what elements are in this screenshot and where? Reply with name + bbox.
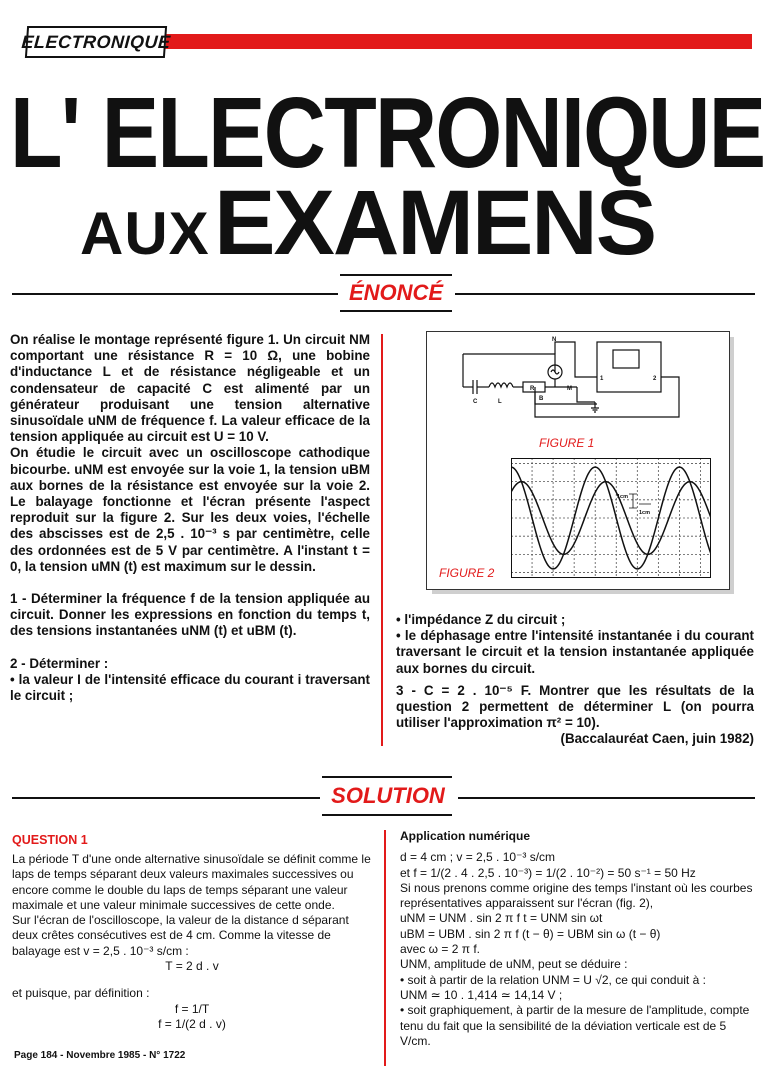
circuit-wire-top [463,354,555,372]
solution-left-para-2: Sur l'écran de l'oscilloscope, la valeur de la distance d séparant deux crêtes consécutives est de 4 cm. Comme la vitesse de balayage est v = 2,5 . 10⁻³ s/cm : [12,913,349,958]
label-c: C [473,399,478,405]
inductor-symbol [489,383,513,387]
solution-rule-right [458,797,755,799]
enonce-question-2a: • la valeur I de l'intensité efficace du courant i traversant le circuit ; [10,671,370,704]
enonce-right-para-2: • le déphasage entre l'intensité instantanée i du courant traversant le circuit et la tension instantanée appliquée aux bornes du circuit. [396,628,754,676]
solution-right-line-8: • soit à partir de la relation UNM = U √2, ce qui conduit à : [400,972,706,987]
oscilloscope-screen [613,350,639,368]
enonce-column-separator [381,334,383,746]
solution-right-line-9: UNM ≃ 10 . 1,414 ≃ 14,14 V ; [400,987,563,1002]
enonce-question-2: 2 - Déterminer : [10,655,109,671]
label-voie1: 1 [600,376,604,382]
solution-left-column [12,852,372,1032]
label-l: L [498,399,502,405]
solution-label: SOLUTION [322,783,454,809]
enonce-rule-right [455,293,755,295]
solution-left-para-1: La période T d'une onde alternative sinusoïdale se définit comme le laps de temps séparant deux valeurs maximales successives ou encore comme le double du laps de temps séparant une valeur maximale et une valeur minimale successives de cette onde. [12,852,371,912]
section-tag: ELECTRONIQUE [25,26,167,58]
figure1-caption: FIGURE 1 [539,436,595,450]
solution-column-separator [384,830,386,1066]
enonce-left-column [10,332,370,704]
enonce-label-underline [340,310,452,312]
label-r: R [530,386,535,392]
title-examens: EXAMENS [214,172,656,274]
application-title: Application numérique [400,829,531,843]
enonce-source: (Baccalauréat Caen, juin 1982) [560,731,754,747]
enonce-right-para-1: • l'impédance Z du circuit ; [396,612,566,627]
solution-right-line-6: avec ω = 2 π f. [400,942,481,957]
scope-chart [511,458,711,578]
solution-label-underline [322,814,452,816]
equation-period: T = 2 d . v [165,959,219,974]
solution-right-column [400,829,756,1049]
enonce-para-1: On réalise le montage représenté figure 1. Un circuit NM comportant une résistance R = 10 Ω, une bobine d'inductance L et de résistance négligeable et un condensateur de capacité C est alimenté par un générateur produisant une tension alternative sinusoïdale uNM de fréquence f. La valeur efficace de la tension appliquée au circuit est U = 10 V. [10,332,370,445]
label-n: N [552,337,557,343]
solution-right-line-5: uBM = UBM . sin 2 π f (t − θ) = UBM sin ω (t − θ) [400,926,661,941]
page-footer: Page 184 - Novembre 1985 - N° 1722 [14,1050,186,1061]
label-m: M [567,386,572,392]
definition-line: et puisque, par définition : [12,986,150,1001]
enonce-rule-left [12,293,338,295]
figure2-caption: FIGURE 2 [439,566,495,580]
enonce-para-2: On étudie le circuit avec un oscilloscope cathodique bicourbe. uNM est envoyée sur la voie 1, la tension uBM aux bornes de la résistance est envoyée sur la voie 2. Le balayage fonctionne et l'écran présente l'aspect reproduit sur la figure 2. Sur les deux voies, l'échelle des abscisses est de 2,5 . 10⁻³ s par centimètre, celle des ordonnées est de 5 V par centimètre. A l'instant t = 0, la tension uMN (t) est maximum sur le dessin. [10,445,370,574]
figure-panel [426,331,730,590]
equation-frequency: f = 1/T [174,1001,210,1016]
solution-rule-left [12,797,320,799]
header-red-bar [160,34,752,49]
solution-label-overline [322,776,452,778]
solution-right-line-10: • soit graphiquement, à partir de la mesure de l'amplitude, compte tenu du fait que la sensibilité de la déviation verticale est de 5 V/cm. [400,1003,750,1048]
title-aux: AUX [80,200,210,267]
enonce-label-overline [340,274,452,276]
solution-right-line-4: uNM = UNM . sin 2 π f t = UNM sin ωt [400,911,603,926]
circuit-wire-voie2 [535,377,679,417]
equation-frequency-2: f = 1/(2 d . v) [158,1016,226,1031]
question-1-title: QUESTION 1 [12,833,88,847]
solution-right-line-3: Si nous prenons comme origine des temps l'instant où les courbes représentatives apparaissent sur l'écran (fig. 2), [400,880,753,911]
main-title-line1: L' ELECTRONIQUE [10,77,765,189]
solution-right-line-1: d = 4 cm ; v = 2,5 . 10⁻³ s/cm [400,850,556,865]
main-title-line2 [80,172,760,295]
solution-right-line-2: et f = 1/(2 . 4 . 2,5 . 10⁻³) = 1/(2 . 10⁻²) = 50 s⁻¹ = 50 Hz [400,865,696,880]
scale-vertical-label: 1cm [617,494,629,500]
scale-horizontal-label: 1cm [639,510,651,516]
label-b: B [539,396,544,402]
label-voie2: 2 [653,376,657,382]
circuit-diagram [427,332,729,452]
enonce-label: ÉNONCÉ [340,280,452,306]
solution-right-line-7: UNM, amplitude de uNM, peut se déduire : [400,957,628,972]
enonce-question-3: 3 - C = 2 . 10⁻⁵ F. Montrer que les résultats de la question 2 permettent de déterminer L (on pourra utiliser l'approximation π² = 10). [396,682,754,731]
enonce-question-1: 1 - Déterminer la fréquence f de la tension appliquée au circuit. Donner les expressions en fonction du temps t, des tensions instantanées uNM (t) et uBM (t). [10,591,370,639]
scale-markers [629,494,651,508]
enonce-right-column [396,612,754,748]
